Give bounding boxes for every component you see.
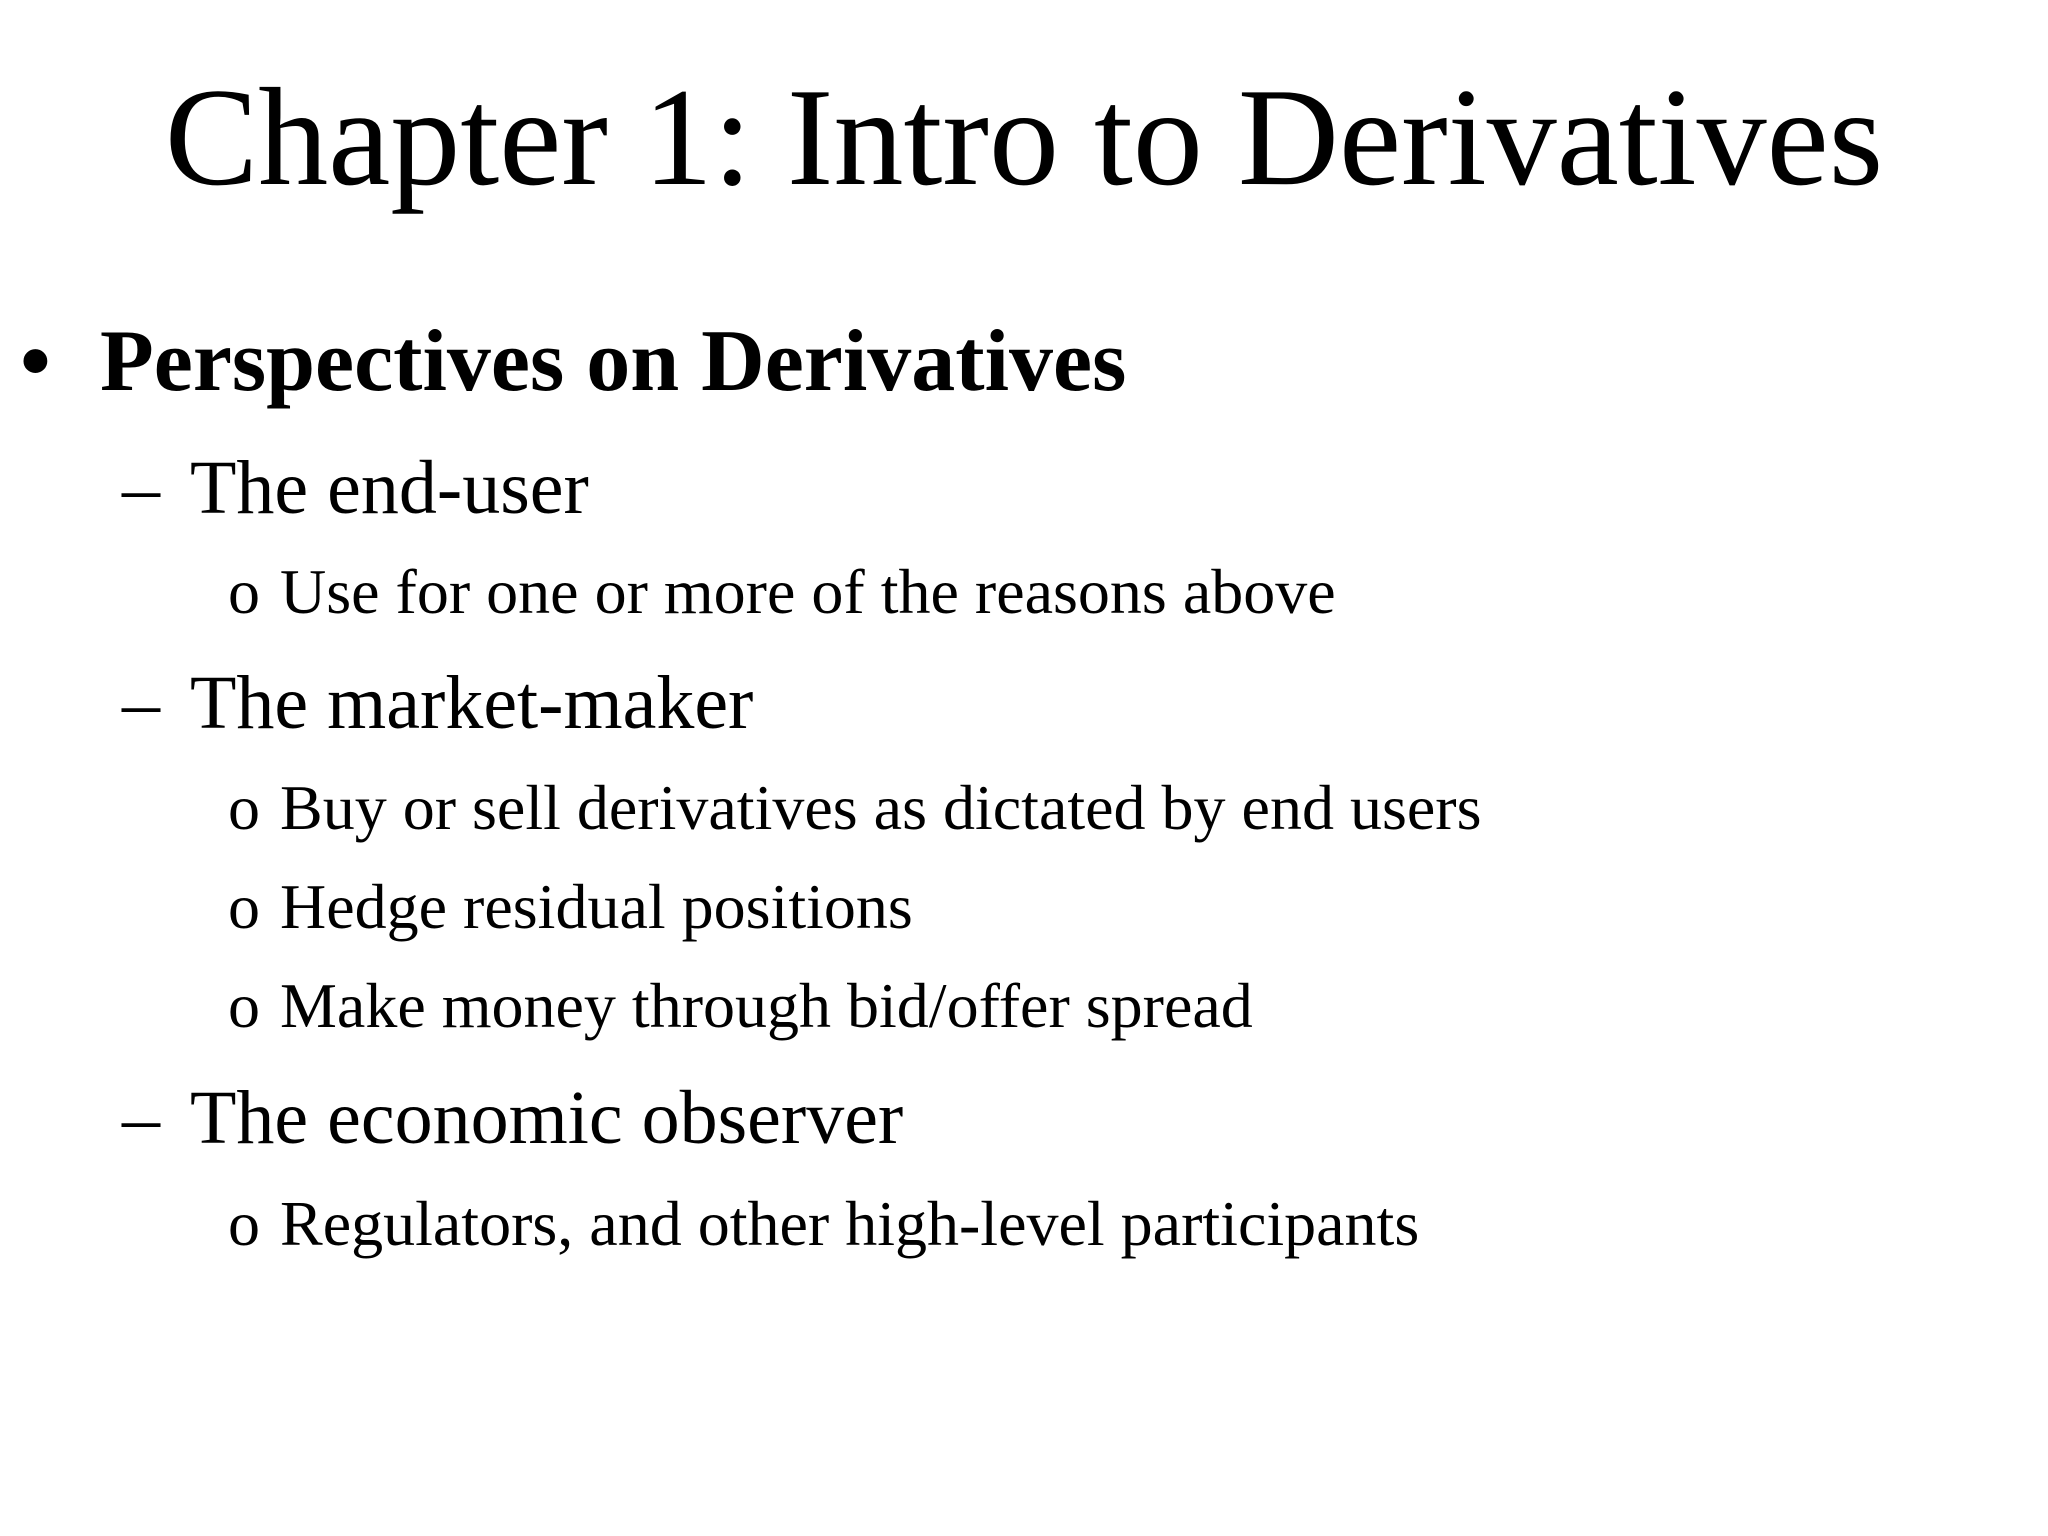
sub-marker: o <box>228 772 260 843</box>
bullet-marker: • <box>20 313 51 410</box>
sub-item-text: Make money through bid/offer spread <box>280 970 1253 1041</box>
sub-item-text: Use for one or more of the reasons above <box>280 556 1336 627</box>
dash-marker: – <box>122 446 160 530</box>
slide-title: Chapter 1: Intro to Derivatives <box>164 60 1884 215</box>
sub-item-text: Buy or sell derivatives as dictated by end users <box>280 772 1482 843</box>
list-item-label: The economic observer <box>190 1076 904 1160</box>
sub-marker: o <box>228 556 260 627</box>
sub-item-text: Hedge residual positions <box>280 871 913 942</box>
sub-marker: o <box>228 871 260 942</box>
dash-marker: – <box>122 1076 160 1160</box>
list-item-label: The market-maker <box>190 661 754 745</box>
sub-item-text: Regulators, and other high-level participants <box>280 1188 1420 1259</box>
list-item-label: The end-user <box>190 446 589 530</box>
dash-marker: – <box>122 661 160 745</box>
heading-text: Perspectives on Derivatives <box>100 313 1127 410</box>
sub-marker: o <box>228 970 260 1041</box>
sub-marker: o <box>228 1188 260 1259</box>
